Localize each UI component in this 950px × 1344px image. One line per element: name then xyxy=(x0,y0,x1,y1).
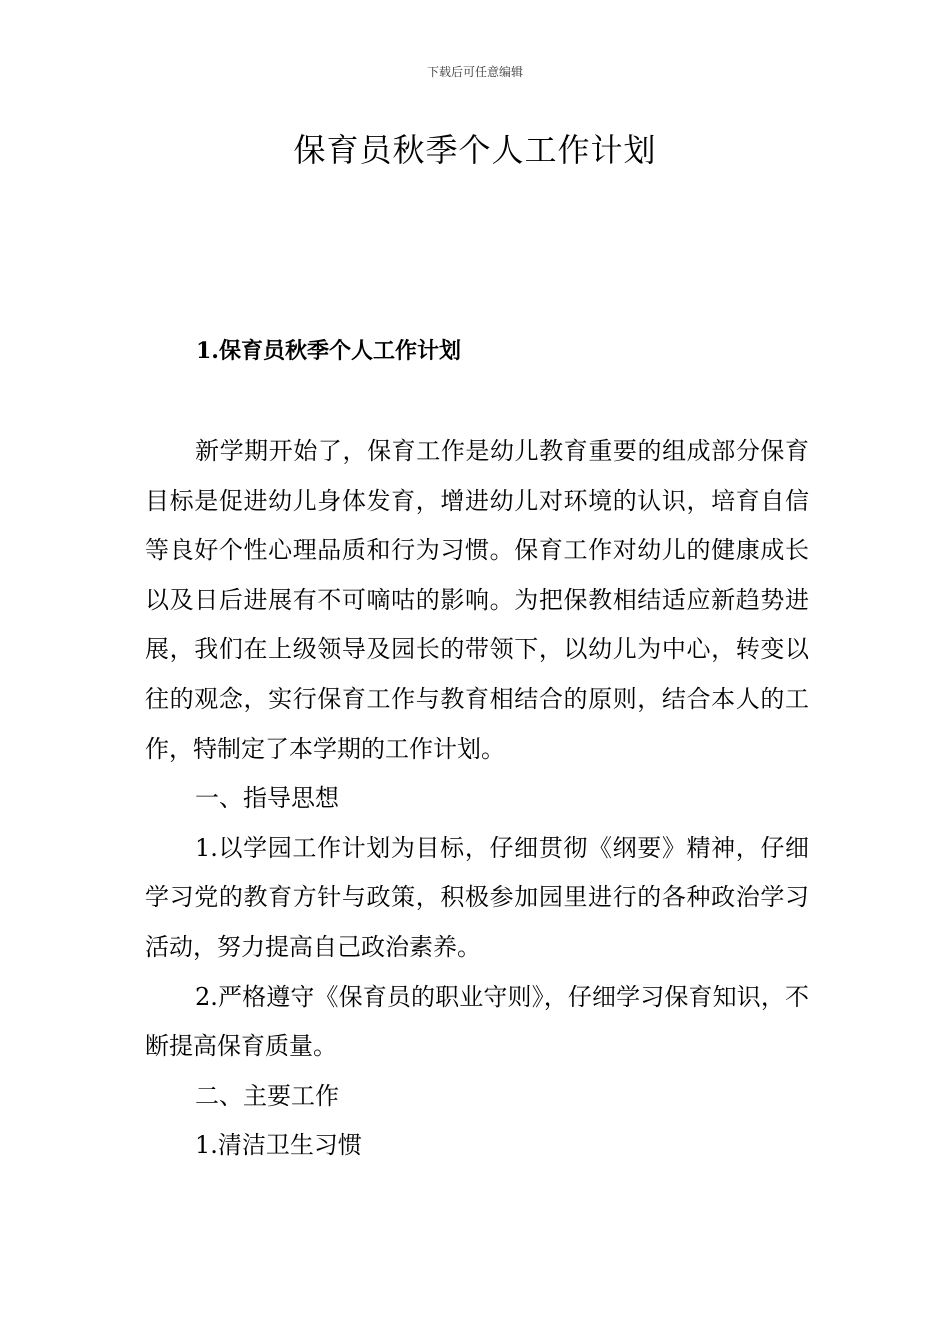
header-note: 下载后可任意编辑 xyxy=(426,65,523,79)
heading-main-work: 二、主要工作 xyxy=(195,1081,339,1110)
document-body xyxy=(145,427,809,1171)
guiding-point-1: 1.以学园工作计划为目标，仔细贯彻《纲要》精神，仔细学习党的教育方针与政策，积极参加园里进行的各种政治学习活动，努力提高自己政治素养。 xyxy=(145,833,809,961)
guiding-point-2: 2.严格遵守《保育员的职业守则》，仔细学习保育知识，不断提高保育质量。 xyxy=(145,982,809,1061)
heading-guiding-thought: 一、指导思想 xyxy=(195,784,339,813)
main-work-point-1: 1.清洁卫生习惯 xyxy=(195,1131,362,1160)
section-heading: 1.保育员秋季个人工作计划 xyxy=(196,338,461,364)
document-title: 保育员秋季个人工作计划 xyxy=(293,131,657,169)
intro-paragraph: 新学期开始了，保育工作是幼儿教育重要的组成部分保育目标是促进幼儿身体发育，增进幼儿对环境的认识，培育自信等良好个性心理品质和行为习惯。保育工作对幼儿的健康成长以及日后进展有不可嘀咕的影响。为把保教相结适应新趋势进展，我们在上级领导及园长的带领下，以幼儿为中心，转变以往的观念，实行保育工作与教育相结合的原则，结合本人的工作，特制定了本学期的工作计划。 xyxy=(145,437,809,763)
